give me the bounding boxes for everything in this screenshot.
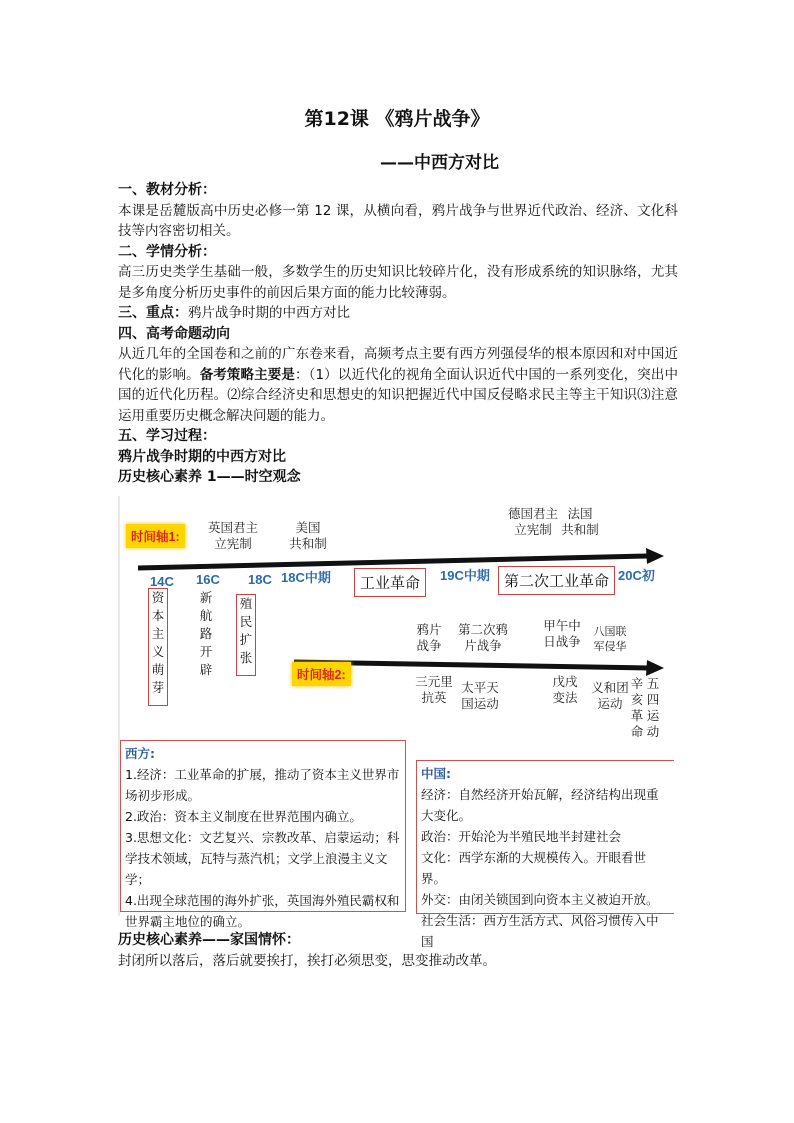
section-heading-1: 一、教材分析： [118,182,216,198]
axis2-tag: 时间轴2: [292,662,351,686]
box-colonial-expansion: 殖民扩张 [236,594,256,676]
label-may-fourth: 五四运动 [646,676,660,739]
label-boxer-movement: 义和团 运动 [591,680,629,711]
box-industrial-revolution: 工业革命 [354,568,426,597]
axis1-tag: 时间轴1: [126,524,185,548]
closing-section [118,930,678,971]
closing-heading: 历史核心素养——家国情怀： [118,932,300,948]
label-wuxu-reform: 戊戌 变法 [552,674,578,705]
section-heading-3: 三、重点： [118,305,188,321]
label-second-opium-war: 第二次鸦 片战争 [458,622,509,653]
page-subtitle: ——中西方对比 [380,153,499,173]
section-text-4-bold: 备考策略主要是 [199,366,295,383]
west-item: 3.思想文化：文艺复兴、宗教改革、启蒙运动；科学技术领域，瓦特与蒸汽机；文学上浪漫主义文学； [125,830,400,887]
section-heading-4: 四、高考命题动向 [118,325,230,342]
section-subheading-5a: 鸦片战争时期的中西方对比 [118,448,286,465]
tick-18c: 18C [248,572,272,587]
closing-text: 封闭所以落后，落后就要挨打，挨打必须思变，思变推动改革。 [118,952,496,969]
china-panel [416,760,674,949]
body-text [118,180,678,488]
section-text-4 [118,344,678,426]
tick-18c-mid: 18C中期 [281,570,331,585]
tick-20c-early: 20C初 [618,568,655,583]
west-item: 4.出现全球范围的海外扩张，英国海外殖民霸权和世界霸主地位的确立。 [125,893,400,929]
box-capitalism-sprouts: 资本主义萌芽 [148,588,168,706]
tick-14c: 14C [150,574,174,589]
label-opium-war: 鸦片 战争 [416,622,442,653]
tick-19c-mid: 19C中期 [440,568,490,583]
page-title: 第12课 《鸦片战争》 [304,108,490,130]
china-heading: 中国: [421,766,451,781]
west-heading: 西方: [125,746,155,761]
axis1-arrowhead [646,548,664,564]
section-heading-5: 五、学习过程： [118,428,216,444]
label-sino-japanese-war: 甲午中 日战争 [543,618,581,649]
label-france-republic: 法国 共和制 [561,506,599,537]
section-heading-2: 二、学情分析： [118,243,216,260]
label-sanyuanli: 三元里 抗英 [415,674,453,705]
tick-16c: 16C [196,572,220,587]
label-eight-nation-alliance: 八国联 军侵华 [593,625,627,653]
axis2-arrowhead [646,660,664,676]
china-item: 外交：由闭关锁国到向资本主义被迫开放。 [421,892,659,907]
section-text-3: 鸦片战争时期的中西方对比 [188,305,350,321]
box-second-industrial-revolution: 第二次工业革命 [498,566,615,595]
label-germany-monarchy: 德国君主 立宪制 [508,506,559,537]
china-item: 经济：自然经济开始瓦解，经济结构出现重大变化。 [421,787,659,823]
label-xinhai-revolution: 辛亥革命 [630,676,644,739]
west-item: 1.经济：工业革命的扩展，推动了资本主义世界市场初步形成。 [125,767,400,803]
china-item: 社会生活：西方生活方式、风俗习惯传入中国 [421,913,659,949]
section-text-4b: ：（1）以近代化的视角全面认识近代中国的一系列变化，突出中国的近代化历程。⑵综合经济史和思想史的知识把握近代中国反侵略求民主等主干知识⑶注意运用重要历史概念解决问题的能力。 [118,366,679,424]
section-text-1: 本课是岳麓版高中历史必修一第 12 课，从横向看，鸦片战争与世界近代政治、经济、文化科技等内容密切相关。 [118,202,678,239]
china-item: 文化：西学东渐的大规模传入。开眼看世界。 [421,850,647,886]
section-3 [118,303,678,324]
section-text-4a: 从近几年的全国卷和之前的广东卷来看，高频考点主要有西方列强侵华的根本原因和对中国近代化的影响。 [118,346,678,383]
west-item: 2.政治：资本主义制度在世界范围内确立。 [125,809,362,824]
section-text-2: 高三历史类学生基础一般，多数学生的历史知识比较碎片化，没有形成系统的知识脉络，尤其是多角度分析历史事件的前因后果方面的能力比较薄弱。 [118,264,678,301]
label-new-routes: 新航路开辟 [199,590,213,677]
label-us-republic: 美国 共和制 [289,520,327,551]
label-uk-monarchy: 英国君主 立宪制 [208,520,259,551]
section-subheading-5b: 历史核心素养 1——时空观念 [118,469,301,485]
west-panel [120,740,406,929]
china-item: 政治：开始沦为半殖民地半封建社会 [421,829,622,844]
label-taiping: 太平天 国运动 [461,680,499,711]
